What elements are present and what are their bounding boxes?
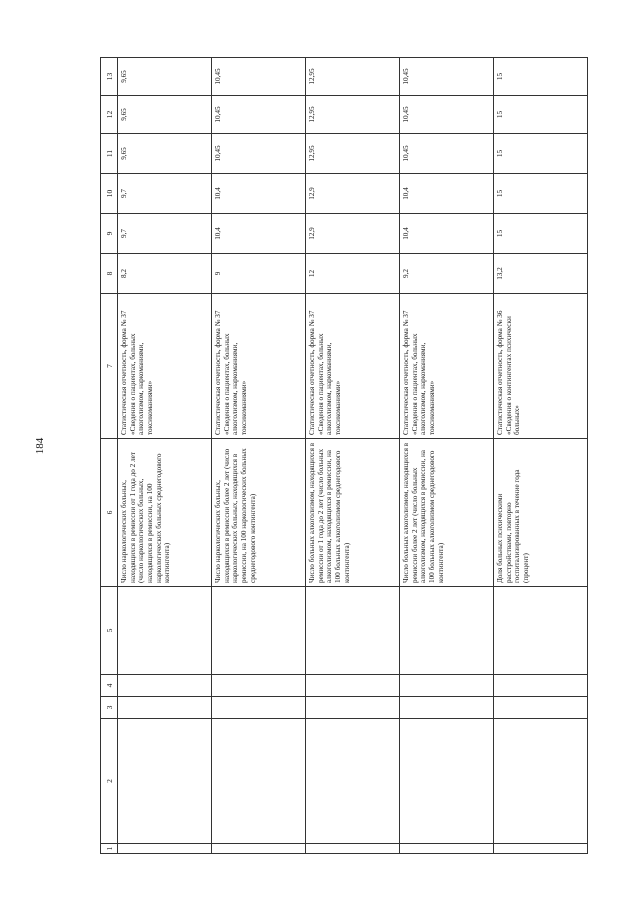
empty-cell	[306, 587, 400, 675]
value-cell: 15	[494, 96, 588, 134]
empty-cell	[494, 719, 588, 844]
value-cell: 10,45	[400, 58, 494, 96]
value-cell: 15	[494, 134, 588, 174]
col-header: 11	[101, 134, 118, 174]
indicator-cell: Доля больных психическими расстройствами, повторно госпитализированных в течение года (процент)	[494, 439, 588, 587]
table-row	[400, 58, 494, 854]
empty-cell	[306, 844, 400, 854]
col-header: 3	[101, 697, 118, 719]
empty-cell	[212, 675, 306, 697]
empty-cell	[306, 697, 400, 719]
value-cell: 12,95	[306, 96, 400, 134]
value-cell: 10,45	[212, 96, 306, 134]
value-cell: 10,4	[212, 174, 306, 214]
value-cell: 10,45	[400, 134, 494, 174]
empty-cell	[400, 675, 494, 697]
col-header: 13	[101, 58, 118, 96]
indicator-cell: Число больных алкоголизмом, находящихся в ремиссии более 2 лет (число больных алкоголизмом, находящихся в ремиссии, на 100 больных алкоголизмом среднегодового контингента)	[400, 439, 494, 587]
value-cell: 9,7	[118, 214, 212, 254]
col-header: 6	[101, 439, 118, 587]
empty-cell	[306, 675, 400, 697]
value-cell: 8,2	[118, 254, 212, 294]
col-header: 5	[101, 587, 118, 675]
value-cell: 9,2	[400, 254, 494, 294]
value-cell: 9,65	[118, 58, 212, 96]
value-cell: 15	[494, 214, 588, 254]
col-header: 9	[101, 214, 118, 254]
value-cell: 12,9	[306, 214, 400, 254]
value-cell: 13,2	[494, 254, 588, 294]
empty-cell	[118, 719, 212, 844]
value-cell: 9,65	[118, 96, 212, 134]
col-header: 7	[101, 294, 118, 439]
source-cell: Статистическая отчетность, форма № 37 «Сведения о пациентах, больных алкоголизмом, наркоманиями, токсикоманиями»	[400, 294, 494, 439]
empty-cell	[400, 697, 494, 719]
col-header: 4	[101, 675, 118, 697]
col-header: 12	[101, 96, 118, 134]
empty-cell	[306, 719, 400, 844]
indicator-cell: Число наркологических больных, находящихся в ремиссии более 2 лет (число наркологических больных, находящихся в ремиссии, на 100 наркологических больных среднегодового контингента)	[212, 439, 306, 587]
source-cell: Статистическая отчетность, форма № 37 «Сведения о пациентах, больных алкоголизмом, наркоманиями, токсикоманиями»	[118, 294, 212, 439]
empty-cell	[212, 719, 306, 844]
empty-cell	[400, 719, 494, 844]
indicators-table	[100, 57, 588, 854]
empty-cell	[494, 844, 588, 854]
empty-cell	[118, 844, 212, 854]
value-cell: 10,45	[400, 96, 494, 134]
empty-cell	[494, 587, 588, 675]
source-cell: Статистическая отчетность, форма № 36 «Сведения о контингентах психически больных»	[494, 294, 588, 439]
value-cell: 9,7	[118, 174, 212, 214]
rotated-table-area	[100, 58, 577, 854]
value-cell: 12,9	[306, 174, 400, 214]
empty-cell	[212, 844, 306, 854]
value-cell: 15	[494, 174, 588, 214]
value-cell: 12	[306, 254, 400, 294]
column-number-row	[101, 58, 118, 854]
source-cell: Статистическая отчетность, форма № 37 «Сведения о пациентах, больных алкоголизмом, наркоманиями, токсикоманиями»	[212, 294, 306, 439]
table-row	[494, 58, 588, 854]
empty-cell	[494, 697, 588, 719]
value-cell: 10,45	[212, 134, 306, 174]
empty-cell	[400, 844, 494, 854]
value-cell: 9	[212, 254, 306, 294]
empty-cell	[400, 587, 494, 675]
value-cell: 10,4	[400, 174, 494, 214]
page-number: 184	[34, 437, 46, 455]
source-cell: Статистическая отчетность, форма № 37 «Сведения о пациентах, больных алкоголизмом, наркоманиями, токсикоманиями»	[306, 294, 400, 439]
col-header: 10	[101, 174, 118, 214]
empty-cell	[118, 697, 212, 719]
value-cell: 12,95	[306, 134, 400, 174]
value-cell: 10,4	[212, 214, 306, 254]
col-header: 2	[101, 719, 118, 844]
value-cell: 10,45	[212, 58, 306, 96]
value-cell: 15	[494, 58, 588, 96]
indicator-cell: Число наркологических больных, находящихся в ремиссии от 1 года до 2 лет (число наркологических больных, находящихся в ремиссии, на 100 наркологических больных среднегодового контингента)	[118, 439, 212, 587]
indicator-cell: Число больных алкоголизмом, находящихся в ремиссии от 1 года до 2 лет (число больных алкоголизмом, находящихся в ремиссии, на 100 больных алкоголизмом среднегодового контингента)	[306, 439, 400, 587]
value-cell: 10,4	[400, 214, 494, 254]
table-row	[212, 58, 306, 854]
empty-cell	[212, 697, 306, 719]
empty-cell	[118, 587, 212, 675]
value-cell: 9,65	[118, 134, 212, 174]
empty-cell	[494, 675, 588, 697]
empty-cell	[212, 587, 306, 675]
col-header: 1	[101, 844, 118, 854]
col-header: 8	[101, 254, 118, 294]
table-row	[118, 58, 212, 854]
empty-cell	[118, 675, 212, 697]
value-cell: 12,95	[306, 58, 400, 96]
table-row	[306, 58, 400, 854]
